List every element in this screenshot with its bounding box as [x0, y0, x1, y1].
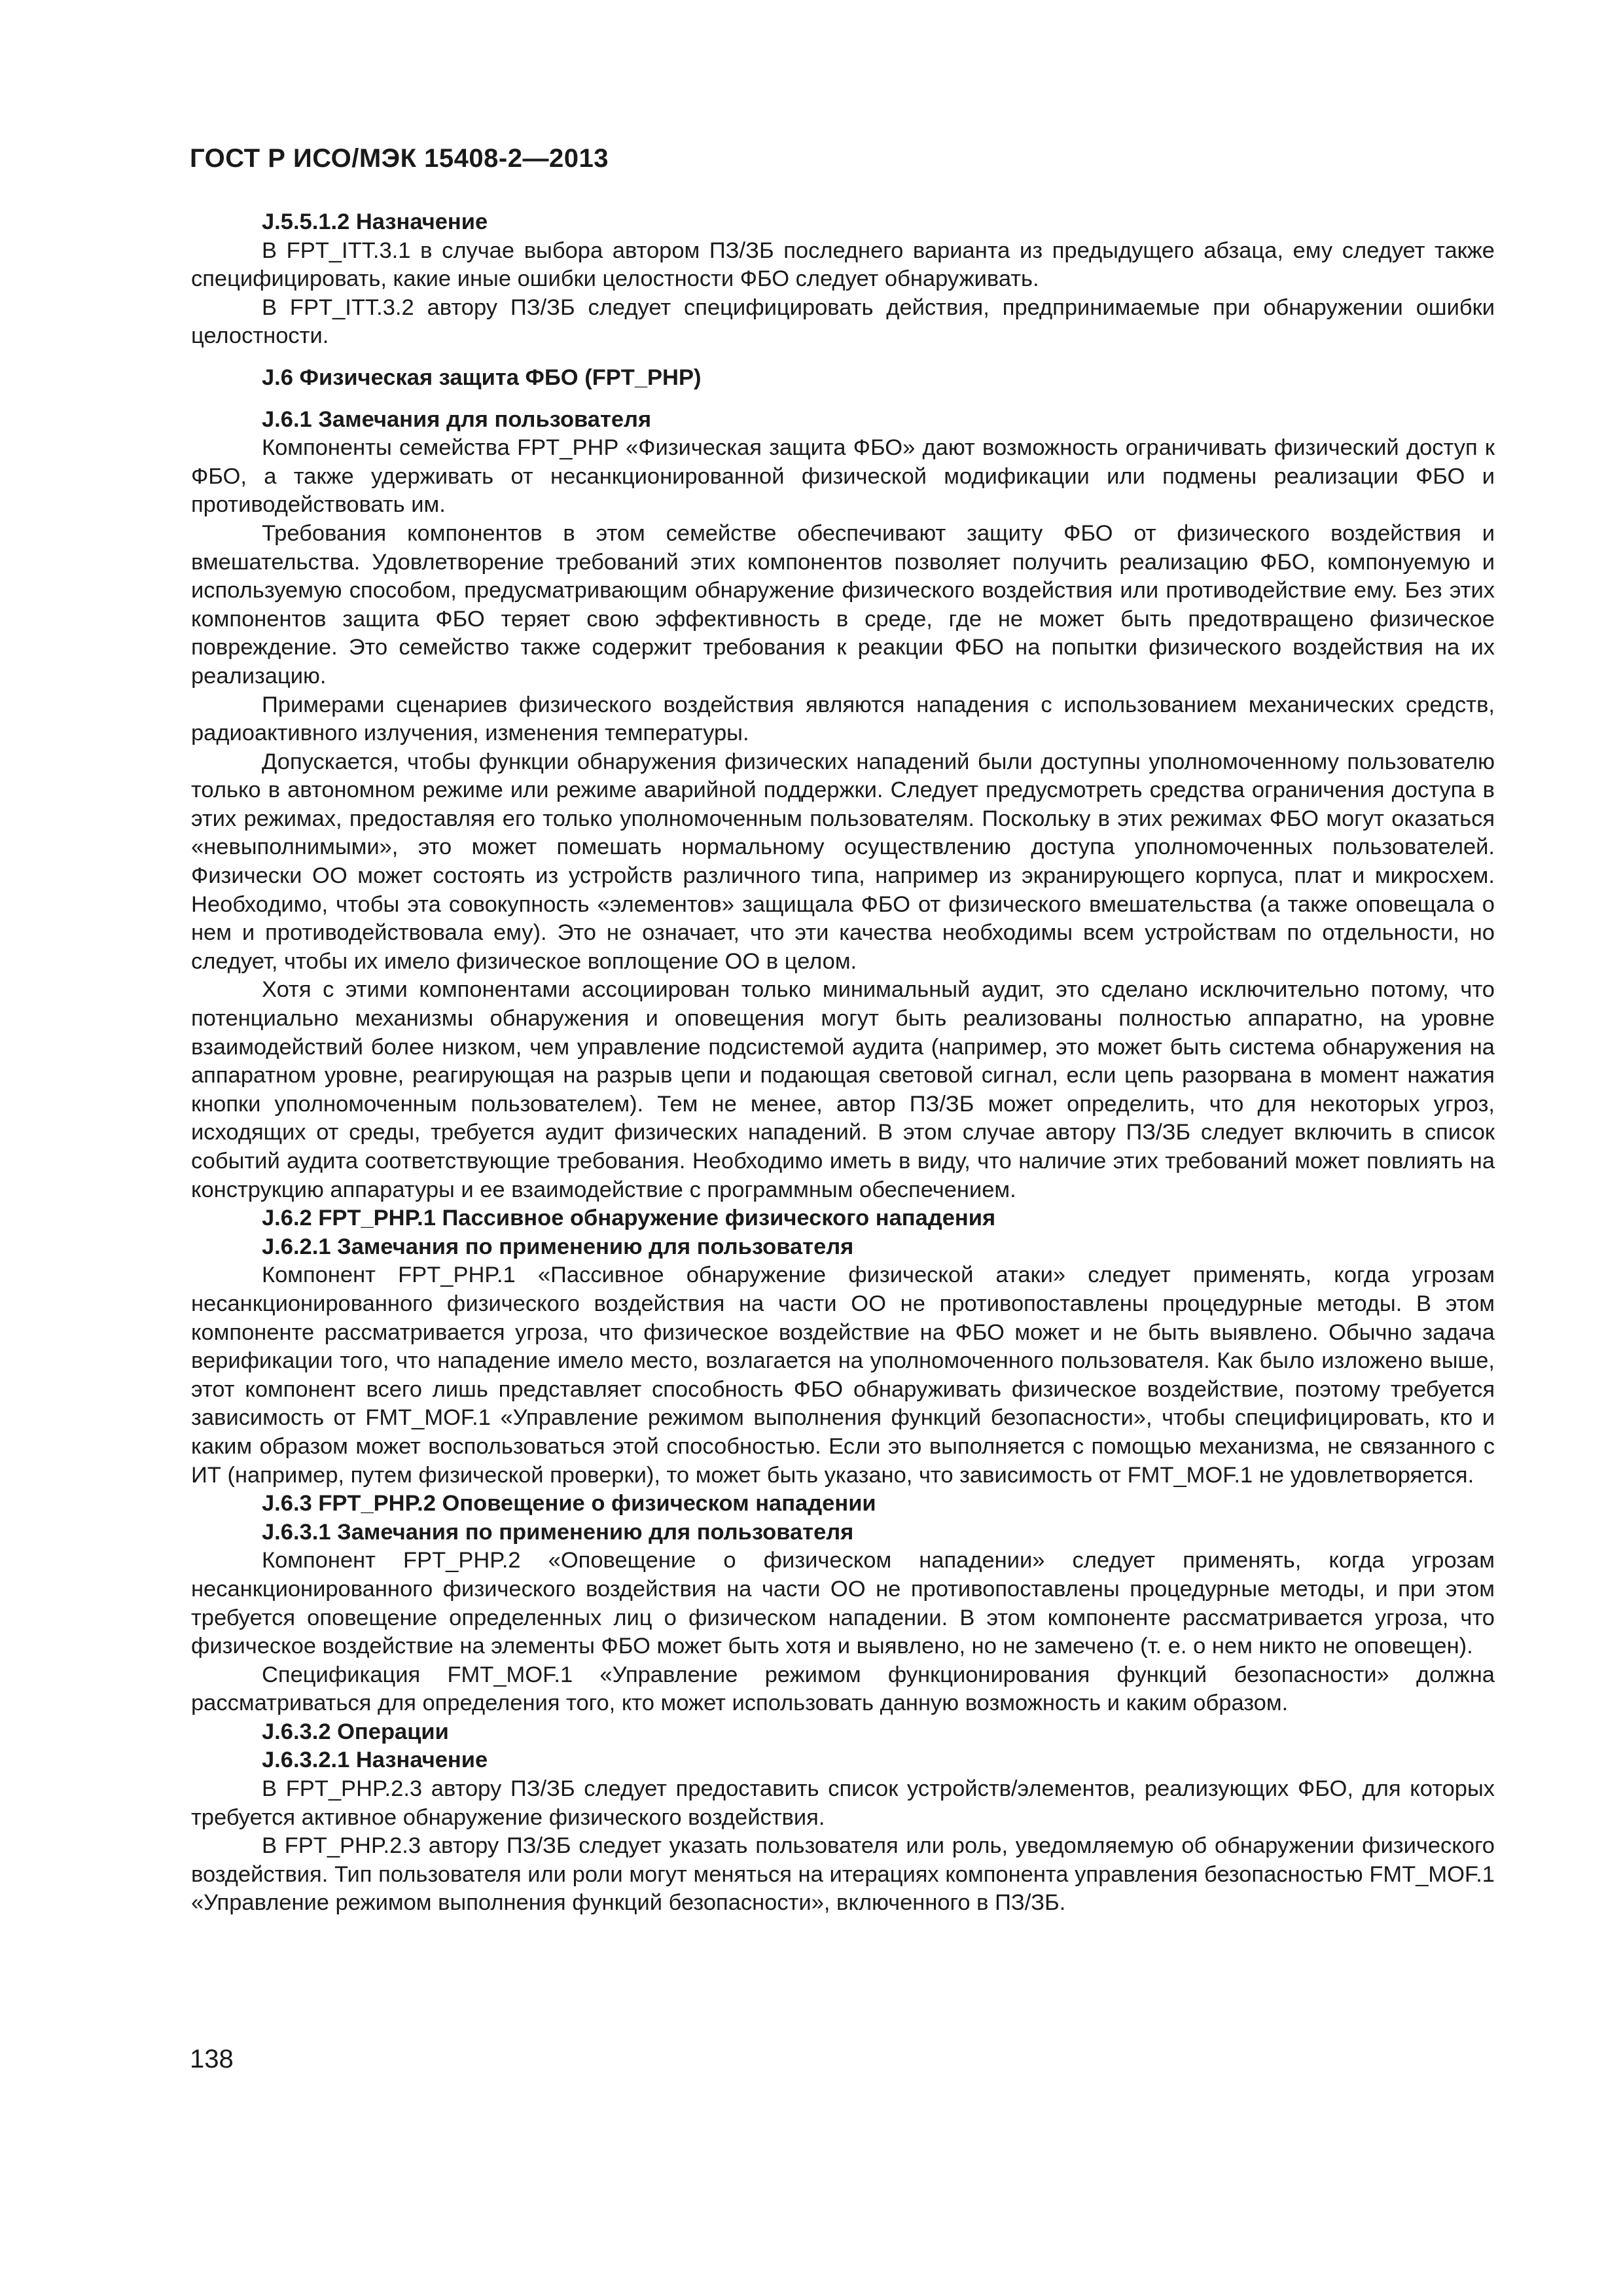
paragraph: Допускается, чтобы функции обнаружения физических нападений были доступны уполномоченному пользователю только в автономном режиме или режиме аварийной поддержки. Следует предусмотреть средства ограничения доступа в этих режимах, предоставляя его только уполномоченным пользователям. Поскольку в этих режимах ФБО могут оказаться «невыполнимыми», это может помешать нормальному осуществлению доступа уполномоченных пользователей. Физически ОО может состоять из устройств различного типа, например из экранирующего корпуса, плат и микросхем. Необходимо, чтобы эта совокупность «элементов» защищала ФБО от физического вмешательства (а также оповещала о нем и противодействовала ему). Это не означает, что эти качества необходимы всем устройствам по отдельности, но следует, чтобы их имело физическое воплощение ОО в целом. — [191, 749, 1495, 974]
paragraph: Компоненты семейства FPT_PHP «Физическая защита ФБО» дают возможность ограничивать физический доступ к ФБО, а также удерживать от несанкционированной физической модификации или подмены реализации ФБО и противодействовать им. — [191, 435, 1495, 518]
section-heading: J.6.2 FPT_PHP.1 Пассивное обнаружение физического нападения — [262, 1206, 996, 1231]
paragraph: В FPT_ITT.3.2 автору ПЗ/ЗБ следует специфицировать действия, предпринимаемые при обнаружении ошибки целостности. — [191, 295, 1495, 349]
section-heading: J.6.2.1 Замечания по применению для пользователя — [262, 1234, 854, 1259]
section-heading: J.6.3.2 Операции — [262, 1719, 449, 1744]
standard-header: ГОСТ Р ИСО/МЭК 15408-2—2013 — [190, 144, 609, 173]
paragraph: Компонент FPT_PHP.2 «Оповещение о физическом нападении» следует применять, когда угрозам несанкционированного физического воздействия на части ОО не противопоставлены процедурные методы, и при этом требуется оповещение определенных лиц о физическом нападении. В этом компоненте рассматривается угроза, что физическое воздействие на элементы ФБО может быть хотя и выявлено, но не замечено (т. е. о нем никто не оповещен). — [191, 1548, 1495, 1659]
paragraph: Хотя с этими компонентами ассоциирован только минимальный аудит, это сделано исключительно потому, что потенциально механизмы обнаружения и оповещения могут быть реализованы полностью аппаратно, на уровне взаимодействий более низком, чем управление подсистемой аудита (например, это может быть система обнаружения на аппаратном уровне, реагирующая на разрыв цепи и подающая световой сигнал, если цепь разорвана в момент нажатия кнопки уполномоченным пользователем). Тем не менее, автор ПЗ/ЗБ может определить, что для некоторых угроз, исходящих от среды, требуется аудит физических нападений. В этом случае автору ПЗ/ЗБ следует включить в список событий аудита соответствующие требования. Необходимо иметь в виду, что наличие этих требований может повлиять на конструкцию аппаратуры и ее взаимодействие с программным обеспечением. — [191, 977, 1495, 1202]
section-heading: J.6.1 Замечания для пользователя — [262, 406, 652, 432]
document-body — [191, 208, 1495, 1918]
paragraph: В FPT_PHP.2.3 автору ПЗ/ЗБ следует предоставить список устройств/элементов, реализующих ФБО, для которых требуется активное обнаружение физического воздействия. — [191, 1776, 1495, 1830]
paragraph: Требования компонентов в этом семействе обеспечивают защиту ФБО от физического воздействия и вмешательства. Удовлетворение требований этих компонентов позволяет получить реализацию ФБО, компонуемую и используемую способом, предусматривающим обнаружение физического воздействия или противодействие ему. Без этих компонентов защита ФБО теряет свою эффективность в среде, где не может быть предотвращено физическое повреждение. Это семейство также содержит требования к реакции ФБО на попытки физического воздействия на их реализацию. — [191, 520, 1495, 689]
paragraph: В FPT_PHP.2.3 автору ПЗ/ЗБ следует указать пользователя или роль, уведомляемую об обнаружении физического воздействия. Тип пользователя или роли могут меняться на итерациях компонента управления безопасностью FMT_MOF.1 «Управление режимом выполнения функций безопасности», включенного в ПЗ/ЗБ. — [191, 1833, 1495, 1916]
section-heading: J.6.3 FPT_PHP.2 Оповещение о физическом нападении — [262, 1491, 876, 1516]
section-heading: J.6 Физическая защита ФБО (FPT_PHP) — [262, 365, 702, 390]
section-heading: J.6.3.1 Замечания по применению для пользователя — [262, 1519, 854, 1545]
paragraph: Спецификация FMT_MOF.1 «Управление режимом функционирования функций безопасности» должна рассматриваться для определения того, кто может использовать данную возможность и каким образом. — [191, 1662, 1495, 1716]
paragraph: Компонент FPT_PHP.1 «Пассивное обнаружение физической атаки» следует применять, когда угрозам несанкционированного физического воздействия на части ОО не противопоставлены процедурные методы. В этом компоненте рассматривается угроза, что физическое воздействие на ФБО может и не быть выявлено. Обычно задача верификации того, что нападение имело место, возлагается на уполномоченного пользователя. Как было изложено выше, этот компонент всего лишь представляет способность ФБО обнаруживать физическое воздействие, поэтому требуется зависимость от FMT_MOF.1 «Управление режимом выполнения функций безопасности», чтобы специфицировать, кто и каким образом может воспользоваться этой способностью. Если это выполняется с помощью механизма, не связанного с ИТ (например, путем физической проверки), то может быть указано, что зависимость от FMT_MOF.1 не удовлетворяется. — [191, 1263, 1495, 1488]
paragraph: Примерами сценариев физического воздействия являются нападения с использованием механических средств, радиоактивного излучения, изменения температуры. — [191, 692, 1495, 746]
page-number: 138 — [190, 2045, 234, 2073]
paragraph: В FPT_ITT.3.1 в случае выбора автором ПЗ/ЗБ последнего варианта из предыдущего абзаца, ему следует также специфицировать, какие иные ошибки целостности ФБО следует обнаруживать. — [191, 238, 1495, 292]
section-heading: J.5.5.1.2 Назначение — [262, 209, 488, 234]
section-heading: J.6.3.2.1 Назначение — [262, 1748, 488, 1773]
